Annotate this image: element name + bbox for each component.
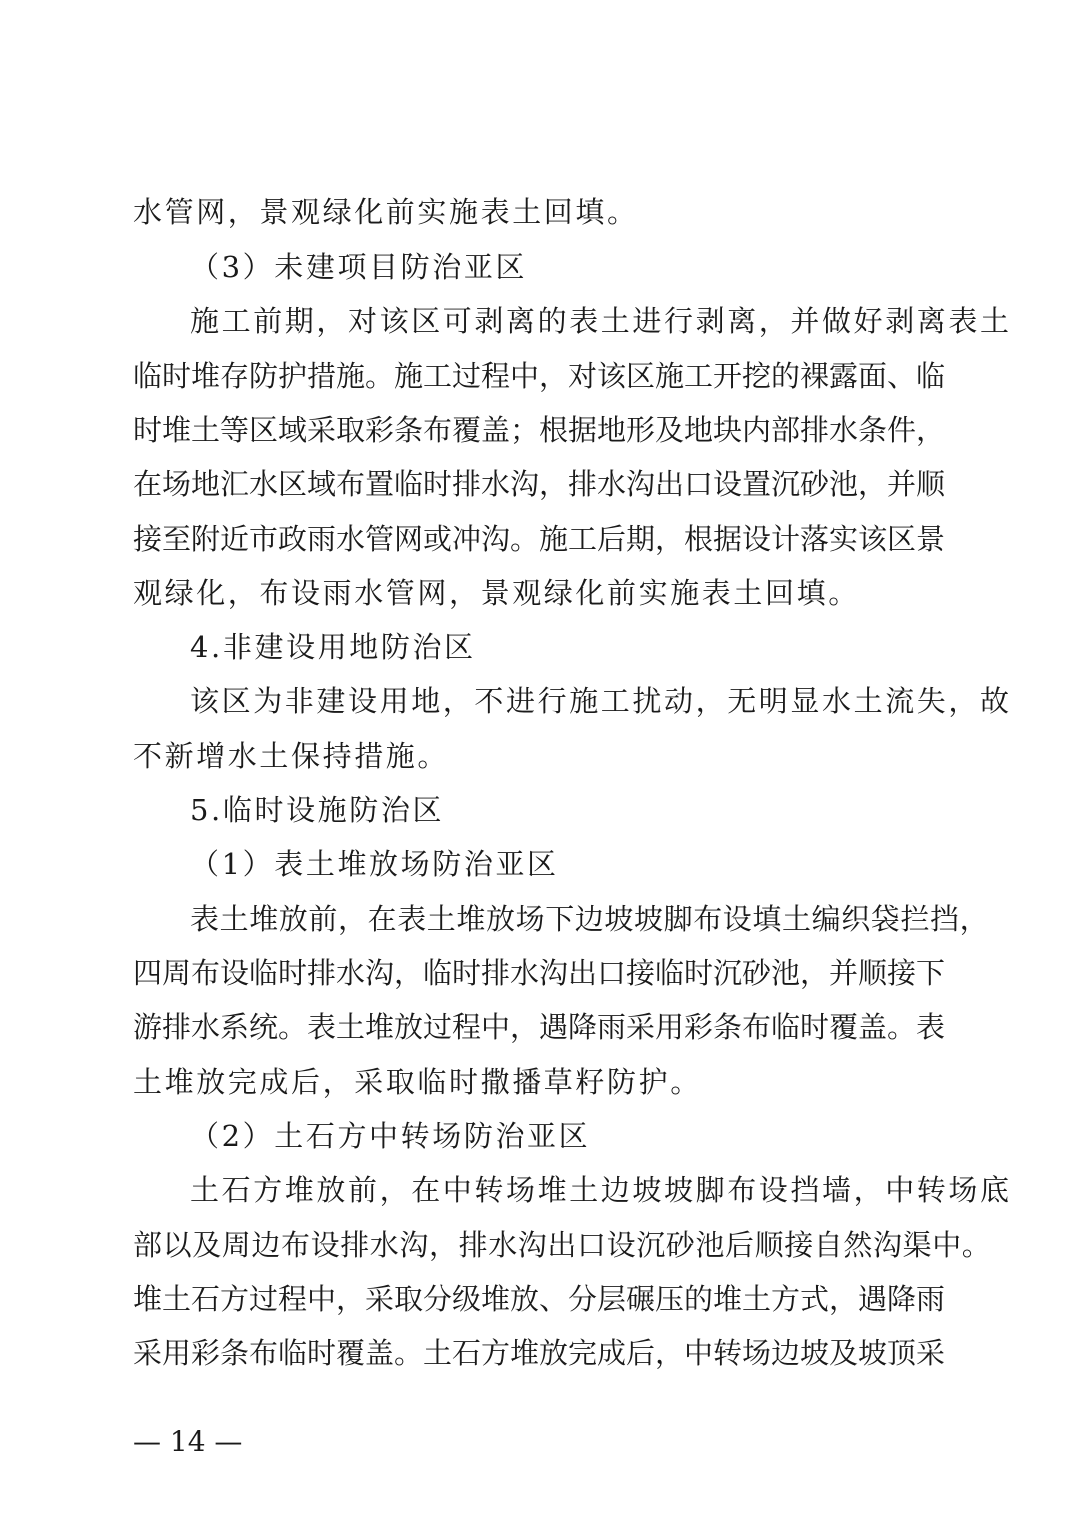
paragraph-line: 游排水系统。表土堆放过程中，遇降雨采用彩条布临时覆盖。表 [133,1010,946,1044]
paragraph-line: 接至附近市政雨水管网或冲沟。施工后期，根据设计落实该区景 [133,522,946,556]
section-heading: （1）表土堆放场防治亚区 [190,847,559,881]
section-heading: （2）土石方中转场防治亚区 [190,1119,591,1153]
paragraph-line: 该区为非建设用地，不进行施工扰动，无明显水土流失，故 [190,684,1012,718]
page-number: — 14 — [133,1425,243,1458]
paragraph-line: 不新增水土保持措施。 [133,739,450,773]
paragraph-line: 堆土石方过程中，采取分级堆放、分层碾压的堆土方式，遇降雨 [133,1282,946,1316]
section-heading: 4.非建设用地防治区 [190,630,476,664]
paragraph-line: 观绿化，布设雨水管网，景观绿化前实施表土回填。 [133,576,860,610]
paragraph-line: 采用彩条布临时覆盖。土石方堆放完成后，中转场边坡及坡顶采 [133,1336,946,1370]
paragraph-line: 四周布设临时排水沟，临时排水沟出口接临时沉砂池，并顺接下 [133,956,946,990]
paragraph-line: 土石方堆放前，在中转场堆土边坡坡脚布设挡墙，中转场底 [190,1173,1012,1207]
section-heading: （3）未建项目防治亚区 [190,250,528,284]
paragraph-line: 临时堆存防护措施。施工过程中，对该区施工开挖的裸露面、临 [133,359,946,393]
paragraph-line: 表土堆放前，在表土堆放场下边坡坡脚布设填土编织袋拦挡， [190,902,990,936]
paragraph-line: 施工前期，对该区可剥离的表土进行剥离，并做好剥离表土 [190,304,1012,338]
paragraph-line: 土堆放完成后，采取临时撒播草籽防护。 [133,1065,702,1099]
paragraph-line: 水管网，景观绿化前实施表土回填。 [133,195,639,229]
paragraph-line: 在场地汇水区域布置临时排水沟，排水沟出口设置沉砂池，并顺 [133,467,946,501]
paragraph-line: 部以及周边布设排水沟，排水沟出口设沉砂池后顺接自然沟渠中。 [133,1228,992,1262]
paragraph-line: 时堆土等区域采取彩条布覆盖；根据地形及地块内部排水条件， [133,413,946,447]
section-heading: 5.临时设施防治区 [190,793,445,827]
